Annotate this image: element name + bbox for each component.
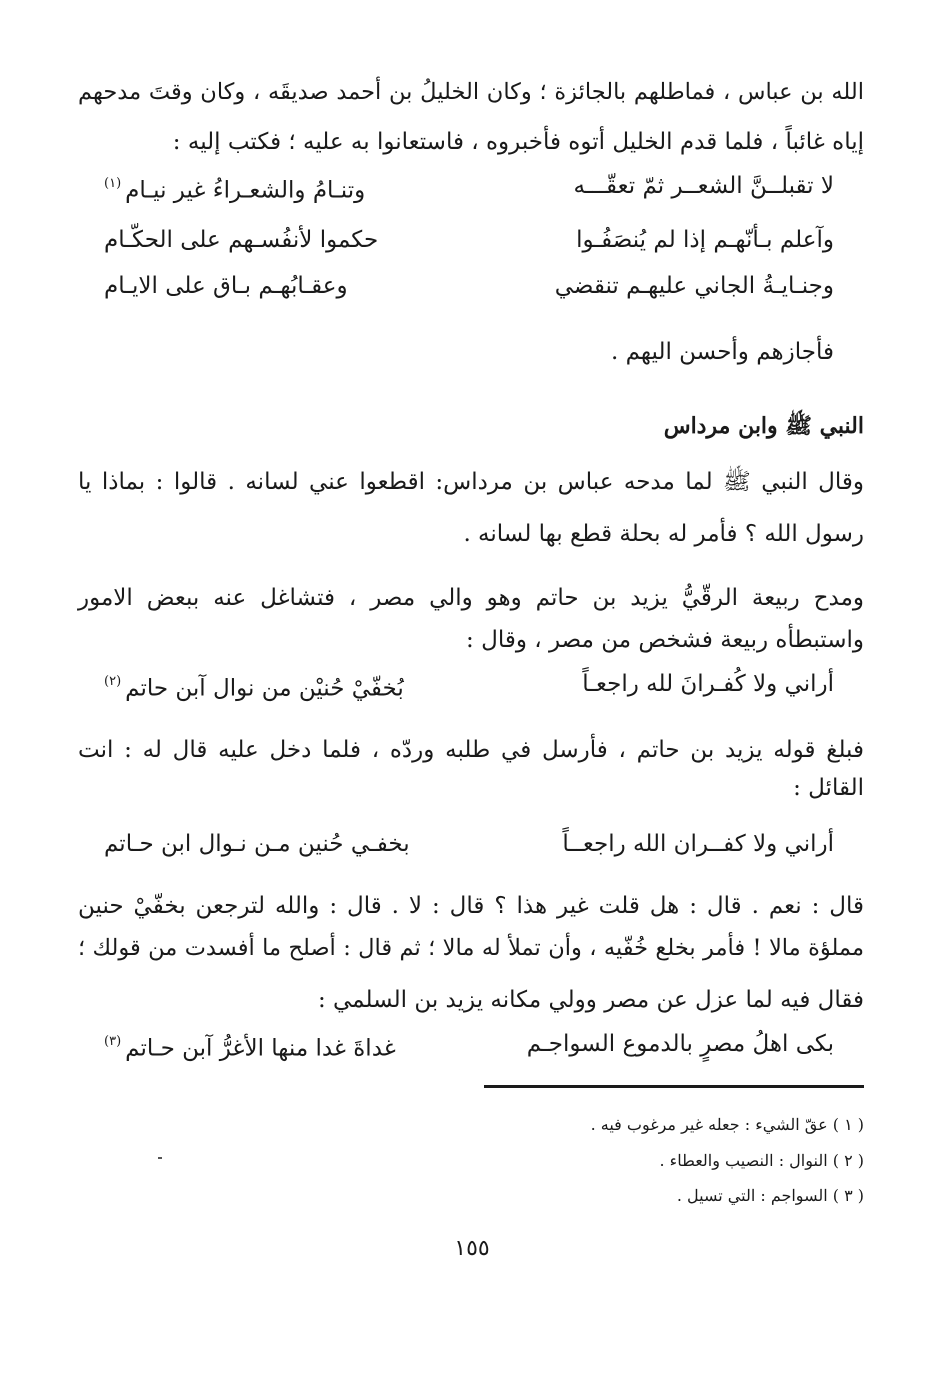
footnote-marker: (١) — [104, 176, 122, 191]
paragraph-line: ومدح ربيعة الرقّيُّ يزيد بن حاتم وهو والي مصر ، فتشاغل عنه ببعض الامور — [78, 585, 864, 611]
paragraph-line: فأجازهم وأحسن اليهم . — [610, 339, 834, 365]
paragraph-line: فبلغ قوله يزيد بن حاتم ، فأرسل في طلبه وردّه ، فلما دخل عليه قال له : انت — [78, 737, 864, 763]
poem-verse — [104, 222, 834, 258]
poem-verse — [104, 268, 834, 304]
footnote: ( ٢ ) النوال : النصيب والعطاء . — [659, 1151, 864, 1170]
paragraph-line: مملؤة مالا ! فأمر بخلع خُفّيه ، وأن تملأ له مالا ؛ ثم قال : أصلح ما أفسدت من قولك ؛ — [78, 935, 864, 961]
verse-first-hemistich: وآعلم بـأنّهـم إذا لم يُنصَفُـوا — [576, 227, 834, 253]
verse-first-hemistich: وجنـايـةُ الجاني عليهـم تنقضي — [554, 273, 834, 299]
footnote-marker: (٣) — [104, 1034, 122, 1049]
verse-first-hemistich: أراني ولا كُفـرانَ لله راجعـاً — [582, 671, 834, 697]
footnote: ( ١ ) عقّ الشيء : جعله غير مرغوب فيه . — [590, 1115, 864, 1134]
verse-second-hemistich: حكموا لأنفُسـهم على الحكّـام — [104, 227, 379, 253]
page-number: ١٥٥ — [454, 1236, 490, 1261]
verse-first-hemistich: أراني ولا كفــران الله راجعــاً — [562, 831, 834, 857]
verse-first-hemistich: بكى اهلُ مصرٍ بالدموع السواجـم — [526, 1031, 834, 1057]
scan-speck — [158, 1157, 162, 1159]
hemistich-text: وتنـامُ والشعـراءُ غير نيـام — [125, 177, 366, 204]
poem-verse — [104, 1026, 834, 1062]
verse-second-hemistich — [104, 666, 404, 707]
verse-second-hemistich — [104, 168, 365, 209]
paragraph-line: رسول الله ؟ فأمر له بحلة قطع بها لسانه . — [463, 521, 864, 547]
hemistich-text: غداةَ غدا منها الأغرُّ آبن حـاتم — [125, 1035, 396, 1062]
paragraph-line: فقال فيه لما عزل عن مصر وولي مكانه يزيد بن السلمي : — [317, 987, 864, 1013]
paragraph-line: القائل : — [793, 775, 864, 801]
footnote-marker: (٢) — [104, 674, 122, 689]
paragraph-line: قال : نعم . قال : هل قلت غير هذا ؟ قال : لا . قال : والله لترجعن بخفّيْ حنين — [78, 893, 864, 919]
footnote-separator — [484, 1085, 864, 1088]
poem-verse — [104, 666, 834, 702]
paragraph-line: وقال النبي ﷺ لما مدحه عباس بن مرداس: اقطعوا عني لسانه . قالوا : بماذا يا — [78, 469, 864, 495]
verse-second-hemistich: بخفـي حُنين مـن نـوال ابن حـاتم — [104, 831, 410, 857]
paragraph-line: الله بن عباس ، فماطلهم بالجائزة ؛ وكان الخليلُ بن أحمد صديقَه ، وكان وقتَ مدحهم — [78, 79, 864, 105]
paragraph-line: واستبطأه ربيعة فشخص من مصر ، وقال : — [466, 627, 864, 653]
verse-first-hemistich: لا تقبلــنَّ الشعــر ثمّ تعقّـــه — [573, 173, 834, 199]
verse-second-hemistich: وعقـابُهـم بـاق على الايـام — [104, 273, 348, 299]
hemistich-text: بُخفّيْ حُنيْن من نوال آبن حاتم — [125, 675, 404, 702]
poem-verse — [104, 168, 834, 204]
poem-verse — [104, 826, 834, 862]
footnote: ( ٣ ) السواجم : التي تسيل . — [676, 1186, 864, 1205]
paragraph-line: إياه غائباً ، فلما قدم الخليل أتوه فأخبروه ، فاستعانوا به عليه ؛ فكتب إليه : — [172, 129, 864, 155]
verse-second-hemistich — [104, 1026, 396, 1067]
section-heading: النبي ﷺ وابن مرداس — [663, 413, 864, 439]
